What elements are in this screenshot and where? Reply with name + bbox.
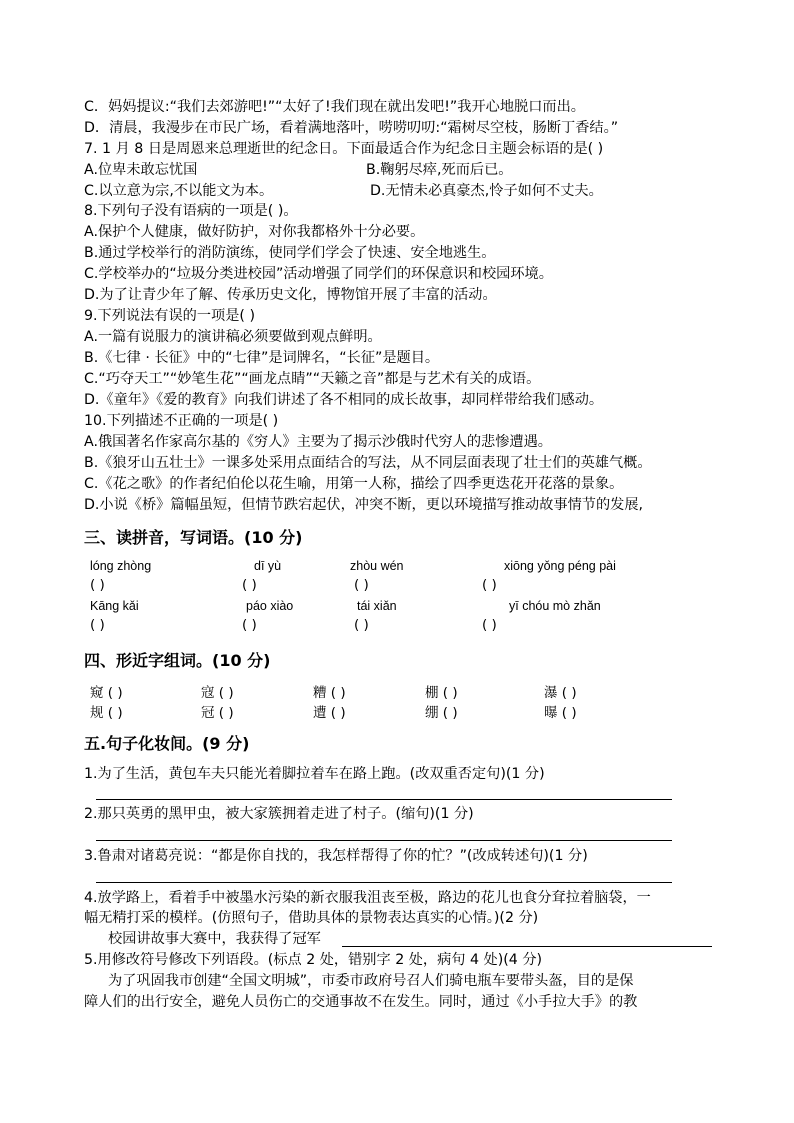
answer-blank[interactable]: ( ) bbox=[482, 577, 497, 593]
s5-q4-line2: 幅无精打采的模样。(仿照句子，借助具体的景物表达真实的心情。)(2 分) bbox=[84, 910, 539, 926]
q10-option-b: B.《狼牙山五壮士》一课多处采用点面结合的写法，从不同层面表现了壮士们的英雄气概。 bbox=[84, 455, 652, 471]
pinyin-1: lóng zhòng bbox=[90, 559, 152, 573]
pinyin-3: zhòu wén bbox=[350, 559, 404, 573]
s5-q1: 1.为了生活，黄包车夫只能光着脚拉着车在路上跑。(改双重否定句)(1 分) bbox=[84, 766, 545, 782]
q6-option-c: C．妈妈提议:“我们去郊游吧!”“太好了!我们现在就出发吧!”我开心地脱口而出。 bbox=[84, 99, 585, 115]
q10-stem: 10.下列描述不正确的一项是( ) bbox=[84, 413, 279, 429]
q8-option-b: B.通过学校举行的消防演练，使同学们学会了快速、安全地逃生。 bbox=[84, 245, 496, 261]
char-item[interactable]: 窥 ( ) bbox=[90, 685, 123, 701]
q10-option-c: C.《花之歌》的作者纪伯伦以花生喻，用第一人称，描绘了四季更迭花开花落的景象。 bbox=[84, 476, 624, 492]
section-3-title: 三、读拼音，写词语。(10 分) bbox=[84, 528, 303, 547]
s5-q5-paragraph-line2: 障人们的出行安全，避免人员伤亡的交通事故不在发生。同时，通过《小手拉大手》的教 bbox=[84, 994, 638, 1010]
q8-option-a: A.保护个人健康，做好防护，对你我都格外十分必要。 bbox=[84, 224, 425, 240]
s5-q3: 3.鲁肃对诸葛亮说：“都是你自找的，我怎样帮得了你的忙？”(改成转述句)(1 分) bbox=[84, 848, 588, 864]
q8-stem: 8.下列句子没有语病的一项是( )。 bbox=[84, 203, 298, 219]
section-4-title: 四、形近字组词。(10 分) bbox=[84, 651, 271, 670]
q8-option-c: C.学校举办的“垃圾分类进校园”活动增强了同学们的环保意识和校园环境。 bbox=[84, 266, 553, 282]
answer-line[interactable] bbox=[96, 882, 672, 883]
pinyin-8: yī chóu mò zhǎn bbox=[509, 599, 601, 613]
section-5-title: 五.句子化妆间。(9 分) bbox=[84, 734, 250, 753]
char-item[interactable]: 冠 ( ) bbox=[201, 705, 234, 721]
q8-option-d: D.为了让青少年了解、传承历史文化，博物馆开展了丰富的活动。 bbox=[84, 287, 497, 303]
answer-line[interactable] bbox=[96, 799, 672, 800]
char-item[interactable]: 棚 ( ) bbox=[425, 685, 458, 701]
q9-option-c: C.“巧夺天工”“妙笔生花”“画龙点睛”“天籁之音”都是与艺术有关的成语。 bbox=[84, 371, 541, 387]
char-item[interactable]: 瀑 ( ) bbox=[544, 685, 577, 701]
char-item[interactable]: 糟 ( ) bbox=[313, 685, 346, 701]
answer-blank[interactable]: ( ) bbox=[242, 577, 257, 593]
q9-option-a: A.一篇有说服力的演讲稿必须要做到观点鲜明。 bbox=[84, 329, 382, 345]
answer-blank[interactable]: ( ) bbox=[90, 617, 105, 633]
q7-option-b: B.鞠躬尽瘁,死而后已。 bbox=[366, 162, 513, 178]
pinyin-4: xiōng yǒng péng pài bbox=[504, 559, 616, 573]
answer-blank[interactable]: ( ) bbox=[354, 577, 369, 593]
s5-q4-line1: 4.放学路上，看着手中被墨水污染的新衣服我沮丧至极，路边的花儿也食分耷拉着脑袋，一 bbox=[84, 890, 651, 906]
q9-option-d: D.《童年》《爱的教育》向我们讲述了各不相同的成长故事，却同样带给我们感动。 bbox=[84, 392, 604, 408]
pinyin-2: dī yù bbox=[254, 559, 282, 573]
answer-blank[interactable]: ( ) bbox=[482, 617, 497, 633]
q6-option-d: D．清晨，我漫步在市民广场，看着满地落叶，唠唠叨叨:“霜树尽空枝，肠断丁香结。” bbox=[84, 120, 619, 136]
pinyin-7: tái xiǎn bbox=[357, 599, 397, 613]
char-item[interactable]: 绷 ( ) bbox=[425, 705, 458, 721]
s5-q2: 2.那只英勇的黑甲虫，被大家簇拥着走进了村子。(缩句)(1 分) bbox=[84, 806, 474, 822]
answer-blank[interactable]: ( ) bbox=[242, 617, 257, 633]
char-item[interactable]: 曝 ( ) bbox=[544, 705, 577, 721]
q7-option-d: D.无情未必真豪杰,怜子如何不丈夫。 bbox=[370, 183, 603, 199]
q9-stem: 9.下列说法有误的一项是( ) bbox=[84, 308, 255, 324]
q9-option-b: B.《七律 · 长征》中的“七律”是词牌名，“长征”是题目。 bbox=[84, 350, 440, 366]
answer-line[interactable] bbox=[96, 840, 672, 841]
q7-option-a: A.位卑未敢忘忧国 bbox=[84, 162, 198, 178]
char-item[interactable]: 遭 ( ) bbox=[313, 705, 346, 721]
char-item[interactable]: 寇 ( ) bbox=[201, 685, 234, 701]
answer-line[interactable] bbox=[342, 946, 712, 947]
s5-q4-prompt: 校园讲故事大赛中，我获得了冠军 bbox=[108, 931, 321, 947]
q10-option-d: D.小说《桥》篇幅虽短，但情节跌宕起伏，冲突不断，更以环境描写推动故事情节的发展, bbox=[84, 497, 644, 513]
q7-stem: 7. 1 月 8 日是周恩来总理逝世的纪念日。下面最适合作为纪念日主题会标语的是( ) bbox=[84, 141, 604, 157]
s5-q5-paragraph-line1: 为了巩固我市创建“全国文明城”，市委市政府号召人们骑电瓶车要带头盔，目的是保 bbox=[108, 973, 634, 989]
s5-q5: 5.用修改符号修改下列语段。(标点 2 处，错别字 2 处，病句 4 处)(4 分) bbox=[84, 952, 543, 968]
pinyin-5: Kāng kǎi bbox=[90, 599, 139, 613]
q7-option-c: C.以立意为宗,不以能文为本。 bbox=[84, 183, 274, 199]
char-item[interactable]: 规 ( ) bbox=[90, 705, 123, 721]
q10-option-a: A.俄国著名作家高尔基的《穷人》主要为了揭示沙俄时代穷人的悲惨遭遇。 bbox=[84, 434, 552, 450]
answer-blank[interactable]: ( ) bbox=[90, 577, 105, 593]
answer-blank[interactable]: ( ) bbox=[354, 617, 369, 633]
pinyin-6: páo xiào bbox=[246, 599, 294, 613]
